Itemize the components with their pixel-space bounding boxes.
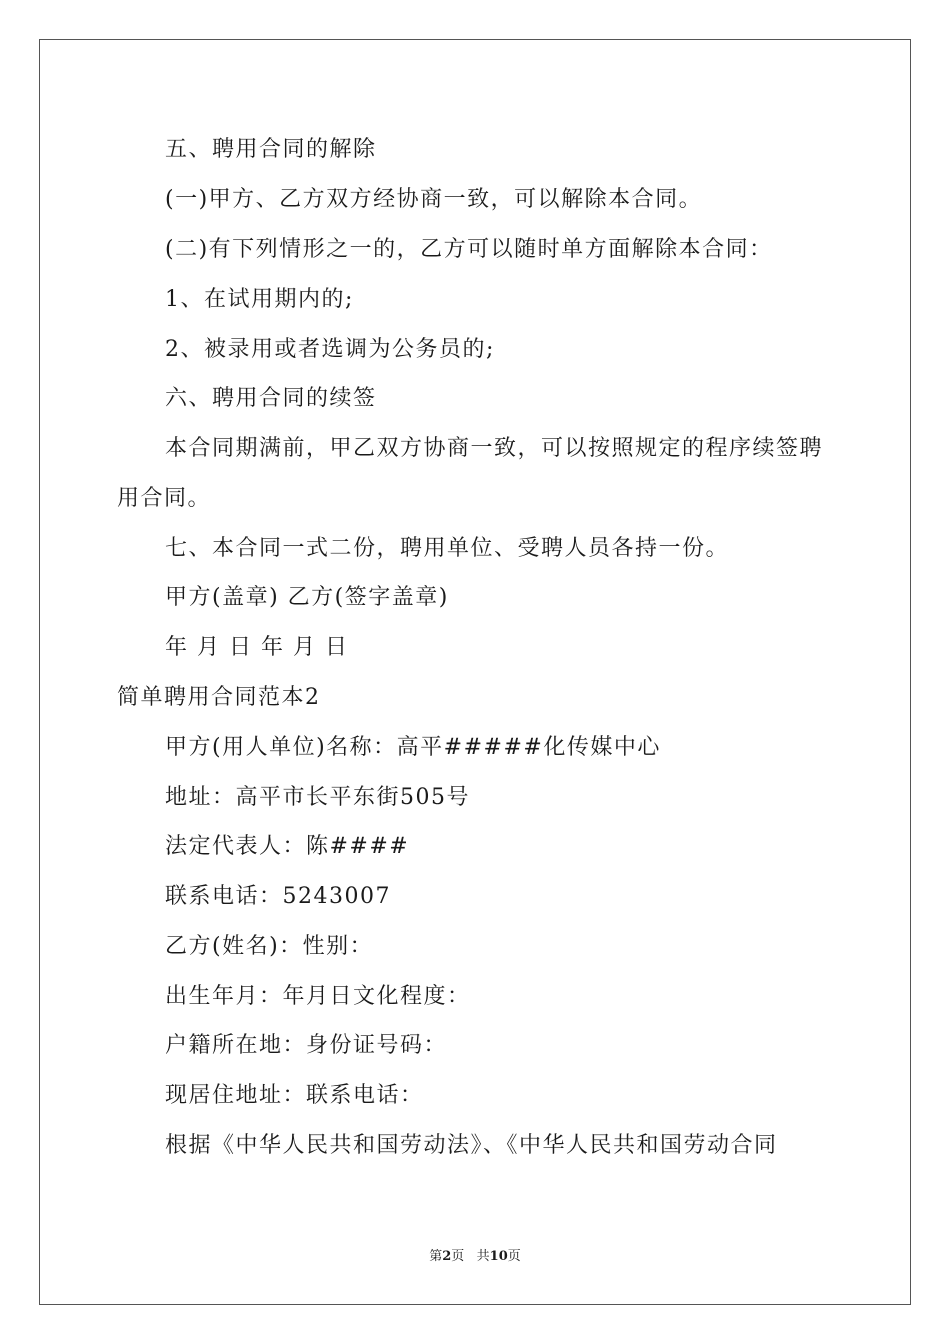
paragraph-line: 用合同。 <box>117 486 212 511</box>
field-employee-name-gender: 乙方(姓名)：性别： <box>165 934 374 959</box>
footer-mid: 页 共 <box>451 1249 490 1264</box>
paragraph-line: 本合同期满前，甲乙双方协商一致，可以按照规定的程序续签聘 <box>165 436 824 461</box>
date-line: 年 月 日 年 月 日 <box>165 635 349 660</box>
field-phone: 联系电话：5243007 <box>165 884 391 909</box>
paragraph-line: (二)有下列情形之一的，乙方可以随时单方面解除本合同： <box>165 237 773 262</box>
field-residence-phone: 现居住地址：联系电话： <box>165 1083 424 1108</box>
field-legal-representative: 法定代表人：陈#### <box>165 834 410 859</box>
footer-prefix: 第 <box>429 1249 443 1264</box>
list-item: 1、在试用期内的; <box>165 287 354 312</box>
field-household-id: 户籍所在地：身份证号码： <box>165 1033 448 1058</box>
field-birth-education: 出生年月：年月日文化程度： <box>165 984 471 1009</box>
footer-suffix: 页 <box>507 1249 521 1264</box>
field-address: 地址：高平市长平东街505号 <box>165 785 470 810</box>
footer-page-number: 2 <box>442 1249 452 1264</box>
field-employer-name: 甲方(用人单位)名称：高平#####化传媒中心 <box>165 735 661 760</box>
footer-total-pages: 10 <box>489 1249 508 1264</box>
page-border <box>39 39 911 1305</box>
paragraph-line: (一)甲方、乙方双方经协商一致，可以解除本合同。 <box>165 187 703 212</box>
paragraph-line: 根据《中华人民共和国劳动法》、《中华人民共和国劳动合同 <box>165 1133 778 1158</box>
document-title: 简单聘用合同范本2 <box>117 685 321 710</box>
section-heading-copies: 七、本合同一式二份，聘用单位、受聘人员各持一份。 <box>165 536 730 561</box>
list-item: 2、被录用或者选调为公务员的; <box>165 337 495 362</box>
section-heading-termination: 五、聘用合同的解除 <box>165 137 377 162</box>
signature-line: 甲方(盖章) 乙方(签字盖章) <box>165 585 449 610</box>
page-footer <box>0 1248 950 1266</box>
section-heading-renewal: 六、聘用合同的续签 <box>165 386 377 411</box>
